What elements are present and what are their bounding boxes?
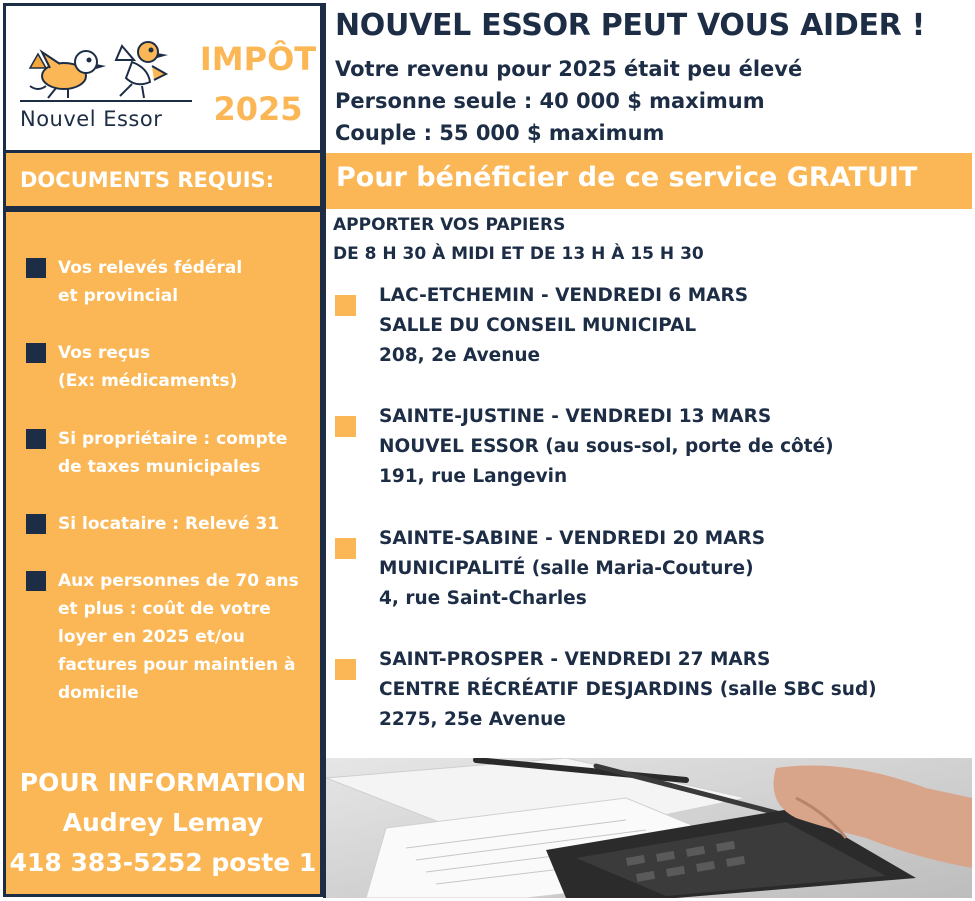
birds-logo-icon bbox=[20, 38, 200, 102]
main-title: NOUVEL ESSOR PEUT VOUS AIDER ! bbox=[335, 8, 926, 43]
bullet-square-icon bbox=[335, 295, 356, 316]
location-town: SAINT-PROSPER - VENDREDI 27 MARS bbox=[379, 649, 771, 670]
bullet-square-icon bbox=[335, 659, 356, 680]
location-place: NOUVEL ESSOR (au sous-sol, porte de côté) bbox=[379, 436, 834, 457]
income-line: Votre revenu pour 2025 était peu élevé bbox=[335, 57, 803, 81]
impot-title: IMPÔT bbox=[199, 40, 317, 78]
couple-limit-line: Couple : 55 000 $ maximum bbox=[335, 121, 665, 145]
location-address: 2275, 25e Avenue bbox=[379, 709, 566, 730]
location-address: 208, 2e Avenue bbox=[379, 345, 541, 366]
calculator-photo bbox=[326, 758, 972, 898]
bullet-square-icon bbox=[26, 429, 46, 449]
locations-panel bbox=[326, 209, 972, 758]
bullet-square-icon bbox=[335, 538, 356, 559]
bullet-square-icon bbox=[26, 514, 46, 534]
bullet-square-icon bbox=[26, 343, 46, 363]
logo-underline bbox=[20, 100, 192, 102]
location-address: 4, rue Saint-Charles bbox=[379, 588, 587, 609]
documents-heading: DOCUMENTS REQUIS: bbox=[20, 168, 275, 192]
hours-line-2: DE 8 H 30 À MIDI ET DE 13 H À 15 H 30 bbox=[333, 244, 704, 264]
contact-name: Audrey Lemay bbox=[62, 808, 264, 837]
documents-panel bbox=[3, 209, 323, 897]
location-address: 191, rue Langevin bbox=[379, 466, 568, 487]
bullet-square-icon bbox=[335, 416, 356, 437]
logo-text: Nouvel Essor bbox=[20, 107, 163, 131]
location-place: MUNICIPALITÉ (salle Maria-Couture) bbox=[379, 558, 754, 579]
location-place: CENTRE RÉCRÉATIF DESJARDINS (salle SBC sud) bbox=[379, 679, 877, 700]
location-town: SAINTE-SABINE - VENDREDI 20 MARS bbox=[379, 528, 766, 549]
logo-box bbox=[3, 3, 323, 153]
document-text: Si propriétaire : compte de taxes municipales bbox=[58, 429, 288, 477]
hours-line-1: APPORTER VOS PAPIERS bbox=[333, 215, 566, 235]
impot-year: 2025 bbox=[213, 90, 303, 128]
location-town: LAC-ETCHEMIN - VENDREDI 6 MARS bbox=[379, 285, 749, 306]
document-text: Vos reçus (Ex: médicaments) bbox=[58, 343, 238, 391]
document-text: Aux personnes de 70 ans et plus : coût de votre loyer en 2025 et/ou factures pour maintien à domicile bbox=[58, 571, 299, 703]
documents-band bbox=[3, 153, 323, 209]
service-heading: Pour bénéficier de ce service GRATUIT bbox=[336, 162, 918, 193]
document-text: Vos relevés fédéral et provincial bbox=[58, 258, 243, 306]
location-town: SAINTE-JUSTINE - VENDREDI 13 MARS bbox=[379, 406, 772, 427]
info-heading: POUR INFORMATION bbox=[19, 768, 307, 797]
bullet-square-icon bbox=[26, 571, 46, 591]
contact-phone: 418 383-5252 poste 1 bbox=[9, 848, 317, 877]
calculator-icon bbox=[326, 758, 972, 898]
single-limit-line: Personne seule : 40 000 $ maximum bbox=[335, 89, 765, 113]
service-band bbox=[326, 153, 972, 209]
bullet-square-icon bbox=[26, 258, 46, 278]
headline-box bbox=[326, 3, 972, 153]
document-text: Si locataire : Relevé 31 bbox=[58, 514, 280, 534]
location-place: SALLE DU CONSEIL MUNICIPAL bbox=[379, 315, 697, 336]
